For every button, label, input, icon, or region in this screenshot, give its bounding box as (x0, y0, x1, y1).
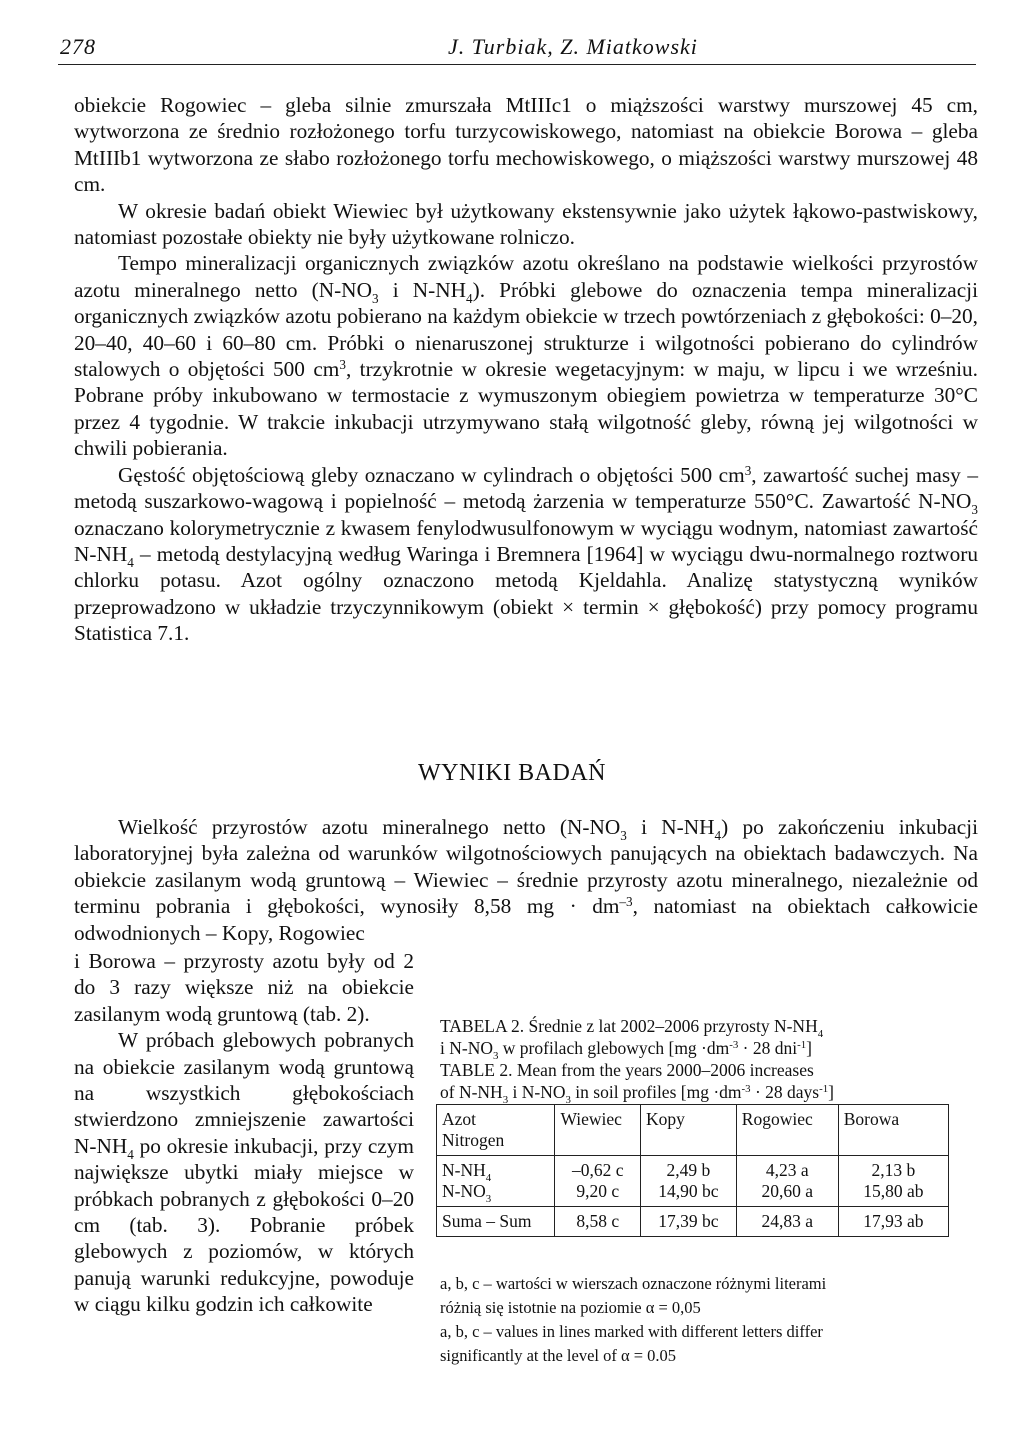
methods-text (74, 92, 978, 647)
table-row (437, 1156, 949, 1207)
page-number: 278 (60, 34, 96, 59)
table-cell: –0,62 c 9,20 c (555, 1156, 641, 1207)
left-column-paragraph-2: W próbach glebowych pobranych na obiekcie zasilanym wodą gruntową na wszystkich głębokościach stwierdzono zmniejszenie zawartości $N-NH_4$ po okresie inkubacji, przy czym największe ubytki miały miejsce w próbkach pobranych z głębokości 0–20 cm (tab. 3). Pobranie próbek glebowych z poziomów, w których panują warunki redukcyjne, powoduje w ciągu kilku godzin ich całkowite (74, 1028, 414, 1317)
row-label-sum: Suma – Sum (437, 1207, 555, 1237)
results-paragraph: Wielkość przyrostów azotu mineralnego netto ($N-NO_3$ i $N-NH_4$) po zakończeniu inkubacji laboratoryjnej była zależna od warunków wilgotnościowych panujących na obiektach badawczych. Na obiekcie zasilanym wodą gruntową – Wiewiec – średnie przyrosty azotu mineralnego, niezależnie od terminu pobrania i głębokości, wynosiły 8,58 mg · $dm^{-3}$, natomiast na obiektach całkowicie odwodnionych – Kopy, Rogowiec (74, 815, 978, 945)
header-cell-wiewiec: Wiewiec (555, 1105, 641, 1156)
nitrogen-table (436, 1104, 949, 1237)
results-text (74, 814, 978, 946)
table-caption (440, 1015, 980, 1106)
caption-en-line-2: of $N-NH_3$ i $N-NO_3$ in soil profiles [$mg \cdot dm^{-3} \cdot 28$ days$^{-1}$] (440, 1082, 834, 1106)
note-pl-line-2: różnią się istotnie na poziomie α = 0,05 (440, 1298, 701, 1317)
table-notes (440, 1272, 980, 1368)
table-cell: 4,23 a 20,60 a (736, 1156, 838, 1207)
note-pl-line-1: a, b, c – wartości w wierszach oznaczone różnymi literami (440, 1274, 827, 1293)
table-header-row (437, 1105, 949, 1156)
caption-en-line-1: TABLE 2. Mean from the years 2000–2006 increases (440, 1060, 814, 1080)
running-header (58, 28, 976, 65)
caption-pl-line-2: i $N-NO_3$ w profilach glebowych [$mg \cdot dm^{-3} \cdot 28$ dni$^{-1}$] (440, 1038, 812, 1062)
table-cell: 24,83 a (736, 1207, 838, 1237)
left-column-paragraph-1: i Borowa – przyrosty azotu były od 2 do 3 razy większe niż na obiekcie zasilanym wodą gruntową (tab. 2). (74, 949, 414, 1026)
table-row-sum (437, 1207, 949, 1237)
table-cell: 2,49 b 14,90 bc (640, 1156, 736, 1207)
gestosc-paragraph: Gęstość objętościową gleby oznaczano w cylindrach o objętości 500 $cm^3$, zawartość suchej masy – metodą suszarkowo-wagową i popielność – metodą żarzenia w temperaturze 550°C. Zawartość $N-NO_3$ oznaczano kolorymetrycznie z kwasem fenylodwusulfonowym w wyciągu wodnym, natomiast zawartość $N-NH_4$ – metodą destylacyjną według Waringa i Bremnera [1964] w wyciągu dwu-normalnego roztworu chlorku potasu. Azot ogólny oznaczono metodą Kjeldahla. Analizę statystyczną wyników przeprowadzono w układzie trzyczynnikowym (obiekt × termin × głębokość) przy pomocy programu Statistica 7.1. (74, 462, 978, 646)
intro-paragraph-1: obiekcie Rogowiec – gleba silnie zmurszała MtIIIc1 o miąższości warstwy murszowej 45 cm, wytworzona ze średnio rozłożonego torfu turzycowiskowego, natomiast na obiekcie Borowa – gleba MtIIIb1 wytworzona ze słabo rozłożonego torfu mechowiskowego, o miąższości warstwy murszowej 48 cm. (74, 93, 978, 197)
tempo-paragraph: Tempo mineralizacji organicznych związków azotu określano na podstawie wielkości przyrostów azotu mineralnego netto ($N-NO_3$ i $N-NH_4$). Próbki glebowe do oznaczenia tempa mineralizacji organicznych związków azotu pobierano na każdym obiekcie w trzech powtórzeniach z głębokości: 0–20, 20–40, 40–60 i 60–80 cm. Próbki o nienaruszonej strukturze i wilgotności pobierano do cylindrów stalowych o objętości 500 $cm^3$, trzykrotnie w okresie wegetacyjnym: w maju, w lipcu i we wrześniu. Pobrane próby inkubowano w termostacie z wymuszonym obiegiem powietrza w temperaturze 30°C przez 4 tygodnie. W trakcie inkubacji utrzymywano stałą wilgotność gleby, równą jej wilgotności w chwili pobierania. (74, 251, 978, 461)
running-authors: J. Turbiak, Z. Miatkowski (448, 34, 698, 59)
header-cell-borowa: Borowa (838, 1105, 948, 1156)
table-cell: 8,58 c (555, 1207, 641, 1237)
left-column-text (74, 948, 414, 1318)
note-en-line-1: a, b, c – values in lines marked with different letters differ (440, 1322, 823, 1341)
caption-pl-line-1: TABELA 2. Średnie z lat 2002–2006 przyrosty $N-NH_4$ (440, 1016, 824, 1040)
table-cell: 17,39 bc (640, 1207, 736, 1237)
table-cell: 17,93 ab (838, 1207, 948, 1237)
header-cell-nitrogen: Azot Nitrogen (437, 1105, 555, 1156)
row-label-nh4-no3: $N-NH_4$ $N-NO_3$ (437, 1156, 555, 1207)
section-heading: WYNIKI BADAŃ (418, 760, 606, 786)
header-cell-kopy: Kopy (640, 1105, 736, 1156)
table-cell: 2,13 b 15,80 ab (838, 1156, 948, 1207)
header-cell-rogowiec: Rogowiec (736, 1105, 838, 1156)
note-en-line-2: significantly at the level of α = 0.05 (440, 1346, 677, 1365)
intro-paragraph-2: W okresie badań obiekt Wiewiec był użytkowany ekstensywnie jako użytek łąkowo-pastwiskowy, natomiast pozostałe obiekty nie były użytkowane rolniczo. (74, 198, 978, 250)
